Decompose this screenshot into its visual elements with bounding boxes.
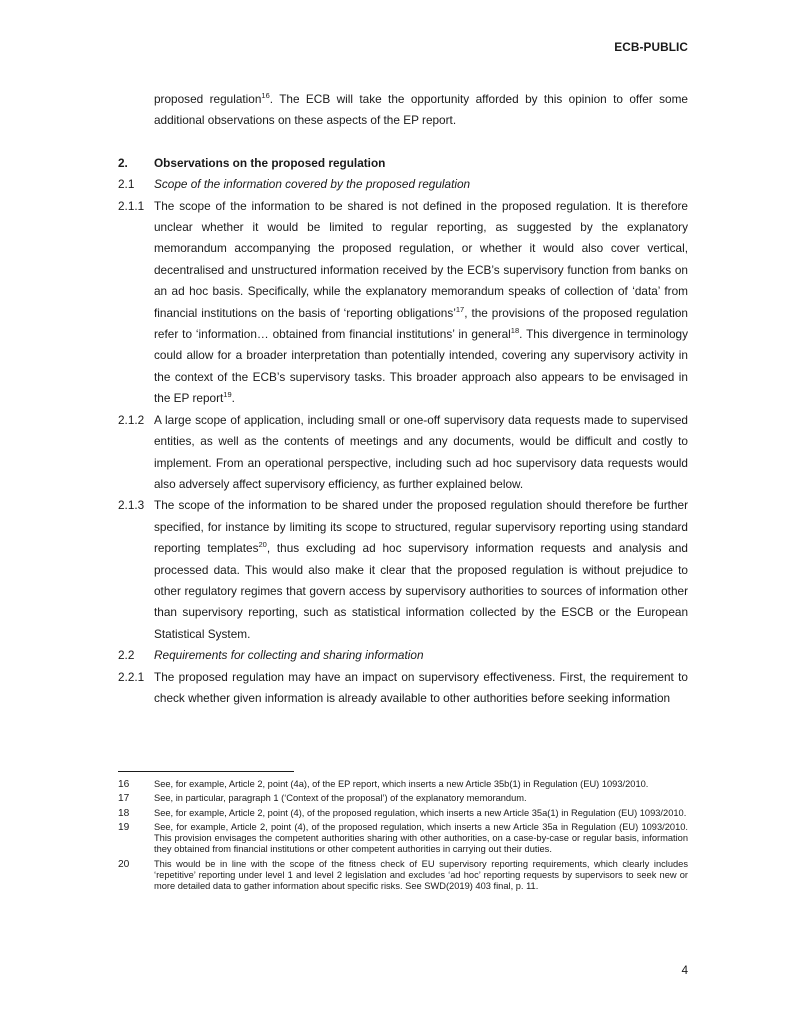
section-number: 2.	[118, 155, 128, 170]
intro-text-before: proposed regulation	[154, 92, 262, 106]
subsection-title: Requirements for collecting and sharing information	[154, 648, 424, 663]
paragraph-number: 2.1.3	[118, 498, 145, 513]
footnote-number: 16	[118, 779, 130, 790]
footnote	[118, 822, 688, 856]
footnote-ref-19[interactable]: 19	[223, 390, 232, 400]
paragraph-text: . This divergence in terminology could allow for a broader interpretation than potentially intended, covering any supervisory activity in the context of the ECB’s supervisory tasks. This broader approach also appears to be envisaged in the EP report	[154, 327, 688, 406]
footnotes	[118, 779, 688, 896]
paragraph-2-1-1	[118, 196, 688, 410]
footnote	[118, 793, 688, 804]
footnote-ref-17[interactable]: 17	[455, 304, 465, 314]
footnote-separator	[118, 771, 294, 772]
footnote	[118, 808, 688, 819]
subsection-number: 2.2	[118, 648, 135, 663]
footnote-number: 19	[118, 821, 130, 833]
paragraph-text: The scope of the information to be shared is not defined in the proposed regulation. It is therefore unclear whether it would be limited to regular reporting, as suggested by the explanatory memorandum accompanying the proposed regulation, or whether it would also cover vertical, decentralised and unstructured information received by the ECB’s supervisory function from banks on an ad hoc basis. Specifically, while the explanatory memorandum speaks of collection of ‘data’ from financial institutions on the basis of ‘reporting obligations’	[154, 198, 688, 320]
paragraph-text: The proposed regulation may have an impact on supervisory effectiveness. First, the requirement to check whether given information is already available to other authorities before seeking information	[154, 669, 688, 705]
section-2-heading	[118, 153, 688, 174]
footnote-text: See, for example, Article 2, point (4), of the proposed regulation, which inserts a new Article 35a in Regulation (EU) 1093/2010. This provision envisages the competent authorities sharing with other authorities, on a case-by-case or regular basis, information they obtained from financial institutions or other competent authorities in carrying out their duties.	[154, 821, 688, 855]
paragraph-text: .	[231, 391, 235, 406]
footnote-ref-16[interactable]: 16	[261, 91, 270, 101]
page-number: 4	[681, 963, 688, 977]
footnote-text: This would be in line with the scope of the fitness check of EU supervisory reporting requirements, which clearly includes ‘repetitive’ reporting under level 1 and level 2 legislation and excludes ‘ad hoc’ reporting requests by supervisors to seek new or more detailed data to gather information about specific risks. See SWD(2019) 403 final, p. 11.	[154, 858, 688, 892]
section-title: Observations on the proposed regulation	[154, 155, 386, 170]
footnote-number: 20	[118, 858, 130, 870]
footnote-number: 17	[118, 793, 130, 805]
subsection-title: Scope of the information covered by the proposed regulation	[154, 177, 471, 192]
footnote-text: See, for example, Article 2, point (4a), of the EP report, which inserts a new Article 35b(1) in Regulation (EU) 1093/2010.	[154, 779, 649, 789]
paragraph-2-1-3	[118, 495, 688, 645]
intro-text-after: . The ECB will take the opportunity afforded by this opinion to offer some additional observations on these aspects of the EP report.	[154, 92, 688, 128]
footnote-number: 18	[118, 807, 130, 819]
paragraph-2-2-1	[118, 667, 688, 710]
subsection-2-2-heading	[118, 645, 688, 666]
footnote	[118, 779, 688, 790]
paragraph-text: , the provisions of the proposed regulation refer to ‘information… obtained from financial institutions’ in general	[154, 305, 688, 342]
paragraph-text: A large scope of application, including small or one-off supervisory data requests made to supervised entities, as well as the contents of meetings and any documents, would be difficult and costly to implement. From an operational perspective, including such ad hoc supervisory data requests would also adversely affect supervisory efficiency, as further explained below.	[154, 412, 688, 491]
subsection-2-1-heading	[118, 174, 688, 195]
paragraph-number: 2.2.1	[118, 669, 145, 684]
intro-paragraph	[118, 89, 688, 132]
paragraph-text: The scope of the information to be shared under the proposed regulation should therefore be further specified, for instance by limiting its scope to structured, regular supervisory reporting using standard reporting templates	[154, 498, 688, 556]
footnote-ref-20[interactable]: 20	[258, 540, 267, 550]
paragraph-number: 2.1.2	[118, 412, 145, 427]
classification-label: ECB-PUBLIC	[614, 40, 688, 54]
body-text	[118, 89, 688, 709]
footnote-text: See, in particular, paragraph 1 (‘Context of the proposal’) of the explanatory memorandum.	[154, 793, 527, 804]
footnote-text: See, for example, Article 2, point (4), of the proposed regulation, which inserts a new Article 35a(1) in Regulation (EU) 1093/2010.	[154, 807, 687, 818]
footnote	[118, 859, 688, 893]
subsection-number: 2.1	[118, 177, 135, 192]
paragraph-number: 2.1.1	[118, 198, 145, 213]
paragraph-2-1-2	[118, 410, 688, 496]
paragraph-text: , thus excluding ad hoc supervisory information requests and analysis and processed data. This would also make it clear that the proposed regulation is without prejudice to other regulatory regimes that govern access by supervisory authorities to sources of information other than supervisory reporting, such as statistical information collected by the ESCB or the European Statistical System.	[154, 541, 688, 641]
footnote-ref-18[interactable]: 18	[510, 326, 520, 336]
